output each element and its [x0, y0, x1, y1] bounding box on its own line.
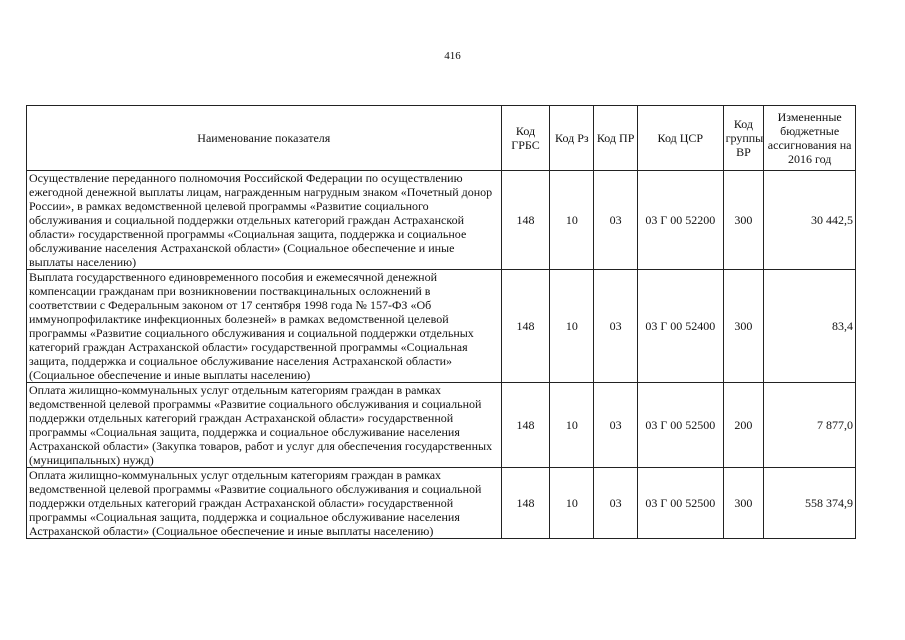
row-pr: 03 [594, 171, 638, 270]
budget-table [26, 105, 856, 539]
row-grbs: 148 [501, 171, 550, 270]
row-csr: 03 Г 00 52500 [638, 468, 724, 539]
table-row [27, 171, 856, 270]
row-name: Оплата жилищно-коммунальных услуг отдельным категориям граждан в рамках ведомственной целевой программы «Развитие социального обслуживания и социальной поддержки отдельных категорий граждан Астраханской области» государственной программы «Социальная защита, поддержка и социальное обслуживание населения Астраханской области» (Закупка товаров, работ и услуг для обеспечения государственных (муниципальных) нужд) [27, 383, 502, 468]
header-csr: Код ЦСР [638, 106, 724, 171]
row-name: Осуществление переданного полномочия Российской Федерации по осуществлению ежегодной денежной выплаты лицам, награжденным нагрудным знаком «Почетный донор России», в рамках ведомственной целевой программы «Развитие социального обслуживания и социальной поддержки отдельных категорий граждан Астраханской области» государственной программы «Социальная защита, поддержка и социальное обслуживание населения Астраханской области» (Социальное обеспечение и иные выплаты населению) [27, 171, 502, 270]
row-grbs: 148 [501, 270, 550, 383]
row-grbs: 148 [501, 383, 550, 468]
header-grbs: Код ГРБС [501, 106, 550, 171]
row-vr: 300 [723, 468, 764, 539]
row-amount: 83,4 [764, 270, 856, 383]
row-vr: 300 [723, 171, 764, 270]
row-amount: 30 442,5 [764, 171, 856, 270]
page-number: 416 [444, 50, 461, 62]
row-name: Оплата жилищно-коммунальных услуг отдельным категориям граждан в рамках ведомственной целевой программы «Развитие социального обслуживания и социальной поддержки отдельных категорий граждан Астраханской области» государственной программы «Социальная защита, поддержка и социальное обслуживание населения Астраханской области» (Социальное обеспечение и иные выплаты населению) [27, 468, 502, 539]
row-csr: 03 Г 00 52200 [638, 171, 724, 270]
row-vr: 200 [723, 383, 764, 468]
table-row [27, 383, 856, 468]
row-csr: 03 Г 00 52500 [638, 383, 724, 468]
row-grbs: 148 [501, 468, 550, 539]
row-amount: 7 877,0 [764, 383, 856, 468]
row-name: Выплата государственного единовременного пособия и ежемесячной денежной компенсации гражданам при возникновении поствакцинальных осложнений в соответствии с Федеральным законом от 17 сентября 1998 года № 157-ФЗ «Об иммунопрофилактике инфекционных болезней» в рамках ведомственной целевой программы «Развитие социального обслуживания и социальной поддержки отдельных категорий граждан Астраханской области» государственной программы «Социальная защита, поддержка и социальное обслуживание населения Астраханской области» (Социальное обеспечение и иные выплаты населению) [27, 270, 502, 383]
row-csr: 03 Г 00 52400 [638, 270, 724, 383]
table-row [27, 270, 856, 383]
row-rz: 10 [550, 468, 594, 539]
header-pr: Код ПР [594, 106, 638, 171]
row-rz: 10 [550, 383, 594, 468]
header-rz: Код Рз [550, 106, 594, 171]
row-pr: 03 [594, 270, 638, 383]
table-row [27, 468, 856, 539]
row-rz: 10 [550, 270, 594, 383]
header-amount: Измененные бюджетные ассигнования на 2016 год [764, 106, 856, 171]
row-vr: 300 [723, 270, 764, 383]
header-row [27, 106, 856, 171]
header-vr: Код группы ВР [723, 106, 764, 171]
row-pr: 03 [594, 468, 638, 539]
row-rz: 10 [550, 171, 594, 270]
row-amount: 558 374,9 [764, 468, 856, 539]
row-pr: 03 [594, 383, 638, 468]
header-name: Наименование показателя [27, 106, 502, 171]
